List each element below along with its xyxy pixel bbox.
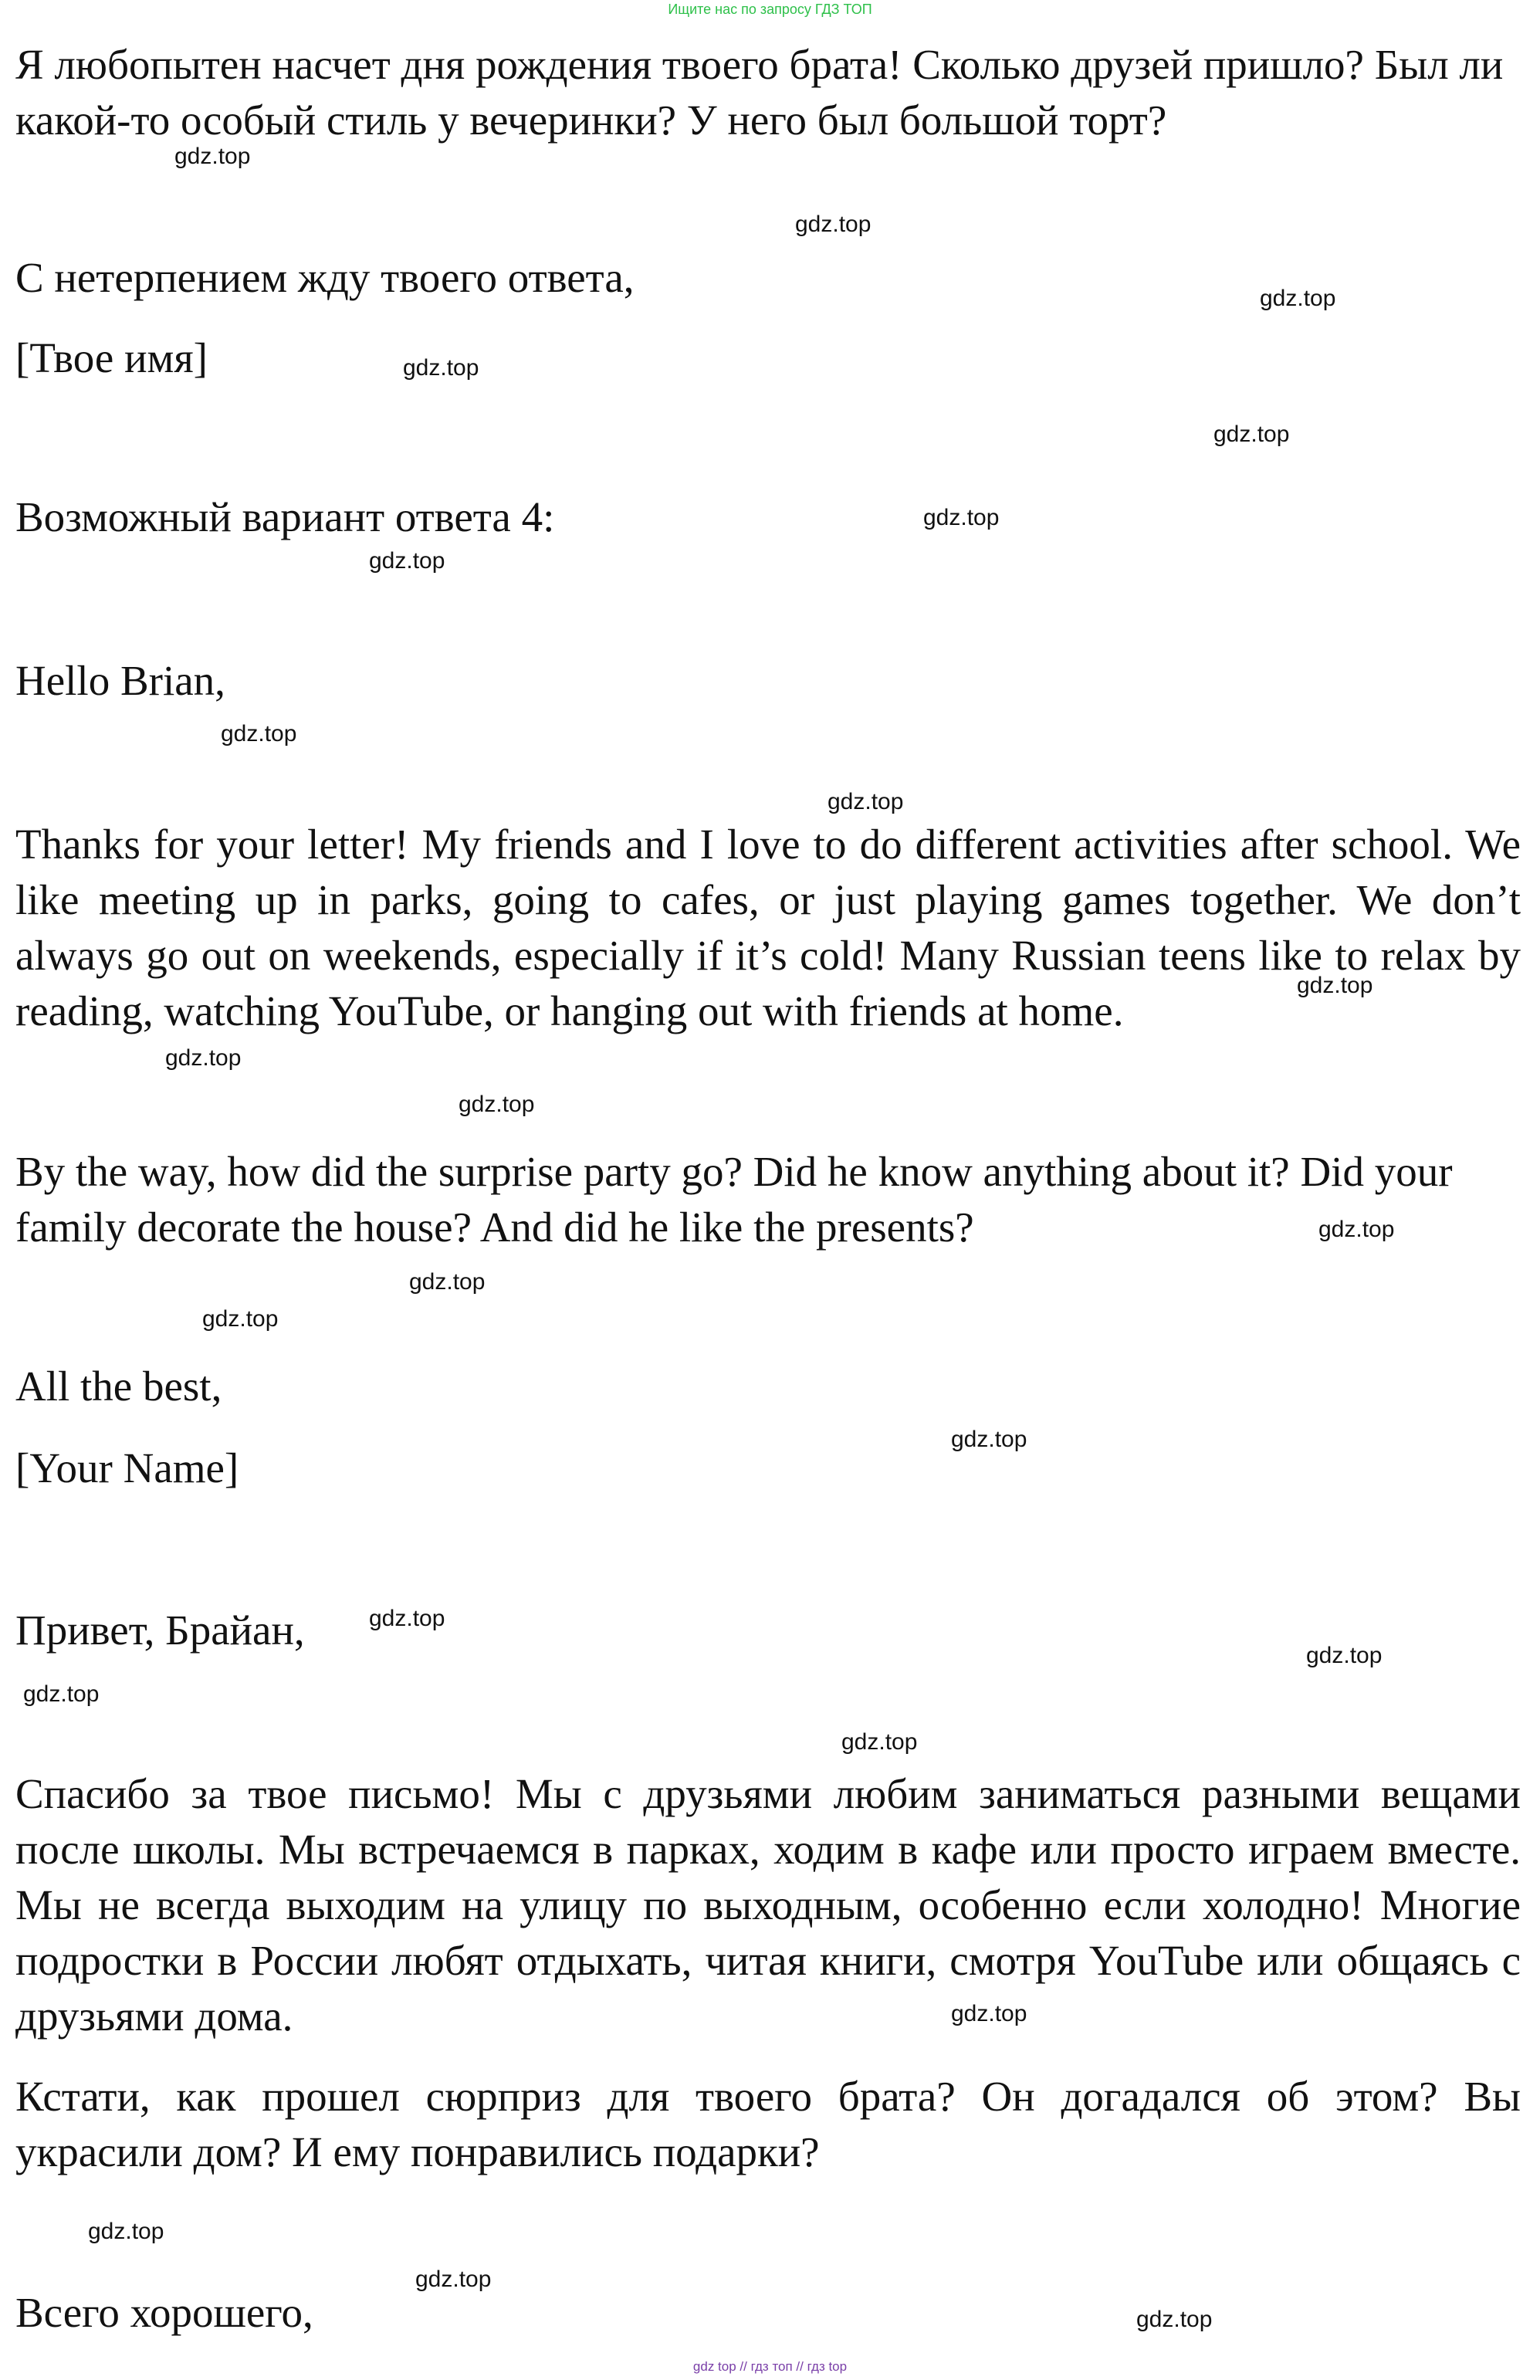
footer-links[interactable]: gdz top // гдз топ // гдз top [692,2359,848,2374]
en-letter-paragraph-2: By the way, how did the surprise party go? Did he know anything about it? Did your family decorate the house? And did he like the presents? [15,1148,1453,1251]
watermark: gdz.top [1318,1217,1395,1242]
ru-letter-closing: С нетерпением жду твоего ответа, [15,254,635,301]
watermark: gdz.top [1306,1643,1383,1668]
watermark: gdz.top [951,2001,1027,2026]
watermark: gdz.top [951,1427,1027,1452]
watermark: gdz.top [1136,2307,1213,2332]
variant-heading: Возможный вариант ответа 4: [15,493,555,540]
watermark: gdz.top [795,212,872,237]
ru-letter-greeting: Привет, Брайан, [15,1606,305,1654]
watermark: gdz.top [88,2219,164,2244]
watermark: gdz.top [415,2267,492,2292]
ru-letter-paragraph-2: Кстати, как прошел сюрприз для твоего брата? Он догадался об этом? Вы украсили дом? И ему понравились подарки? [15,2073,1521,2175]
watermark: gdz.top [369,1606,445,1631]
en-letter-greeting: Hello Brian, [15,657,225,704]
watermark: gdz.top [174,144,251,169]
ru-letter-question: Я любопытен насчет дня рождения твоего брата! Сколько друзей пришло? Был ли какой-то особый стиль у вечеринки? У него был большой торт? [15,41,1504,144]
watermark: gdz.top [202,1306,279,1332]
watermark: gdz.top [841,1729,918,1755]
ru-letter-signature: [Твое имя] [15,334,208,381]
watermark: gdz.top [1297,973,1373,998]
watermark: gdz.top [409,1269,486,1295]
watermark: gdz.top [23,1681,100,1707]
watermark: gdz.top [459,1092,535,1117]
search-banner[interactable]: Ищите нас по запросу ГДЗ ТОП [668,2,872,17]
watermark: gdz.top [828,789,904,814]
watermark: gdz.top [221,721,297,747]
en-letter-paragraph-1: Thanks for your letter! My friends and I love to do different activities after school. We like meeting up in parks, going to cafes, or just playing games together. We don’t always go out on weekends, especially if it’s cold! Many Russian teens like to relax by reading, watching YouTube, or hanging out with friends at home. [15,821,1521,1034]
en-letter-signature: [Your Name] [15,1444,239,1491]
en-letter-closing: All the best, [15,1363,222,1410]
watermark: gdz.top [1260,286,1336,311]
watermark: gdz.top [1213,421,1290,447]
watermark: gdz.top [165,1045,242,1071]
watermark: gdz.top [403,355,479,381]
ru-letter-closing: Всего хорошего, [15,2289,313,2336]
watermark: gdz.top [369,548,445,574]
watermark: gdz.top [923,505,1000,530]
ru-letter-paragraph-1: Спасибо за твое письмо! Мы с друзьями любим заниматься разными вещами после школы. Мы встречаемся в парках, ходим в кафе или просто играем вместе. Мы не всегда выходим на улицу по выходным, особенно если холодно! Многие подростки в России любят отдыхать, читая книги, смотря YouTube или общаясь с друзьями дома. [15,1770,1521,2040]
